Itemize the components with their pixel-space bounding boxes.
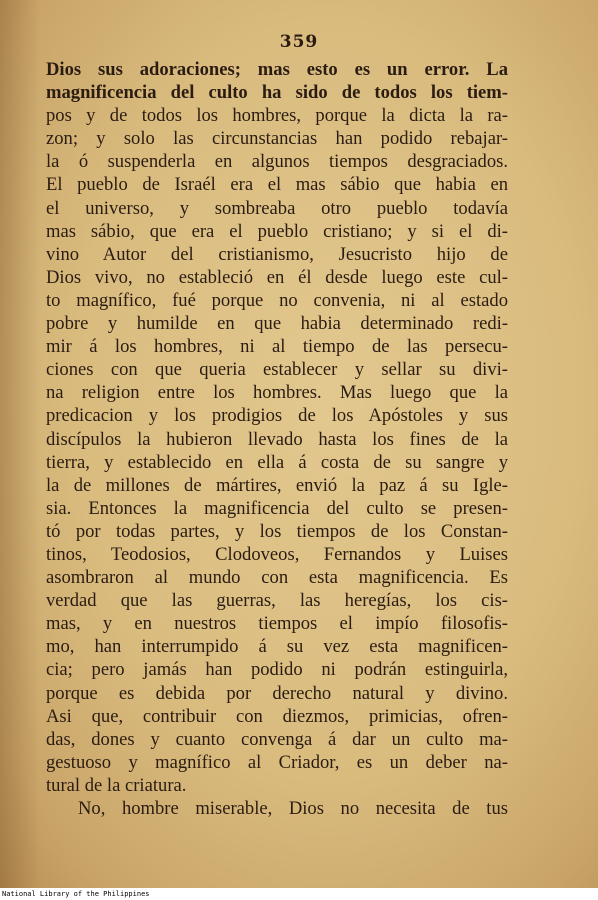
text-line: tierra, y establecido en ella á costa de su sangre y bbox=[46, 451, 508, 473]
text-line: gestuoso y magnífico al Criador, es un deber na- bbox=[46, 751, 508, 773]
text-line: pos y de todos los hombres, porque la dicta la ra- bbox=[46, 105, 508, 127]
text-line: discípulos la hubieron llevado hasta los fines de la bbox=[46, 428, 508, 450]
text-line: mas, y en nuestros tiempos el impío filosofis- bbox=[46, 613, 508, 635]
text-line: tinos, Teodosios, Clodoveos, Fernandos y Luises bbox=[46, 543, 508, 565]
body-text bbox=[46, 58, 508, 820]
text-line: na religion entre los hombres. Mas luego que la bbox=[46, 382, 508, 404]
text-line: el universo, y sombreaba otro pueblo todavía bbox=[46, 197, 508, 219]
text-line: la ó suspenderla en algunos tiempos desgraciados. bbox=[46, 151, 508, 173]
text-line: la de millones de mártires, envió la paz á su Igle- bbox=[46, 474, 508, 496]
text-line: mas sábio, que era el pueblo cristiano; y si el di- bbox=[46, 220, 508, 242]
text-line: magnificencia del culto ha sido de todos los tiem- bbox=[46, 82, 508, 104]
text-line: to magnífico, fué porque no convenia, ni al estado bbox=[46, 289, 508, 311]
text-line: zon; y solo las circunstancias han podido rebajar- bbox=[46, 128, 508, 150]
text-line: tó por todas partes, y los tiempos de los Constan- bbox=[46, 520, 508, 542]
text-line: asombraron al mundo con esta magnificencia. Es bbox=[46, 567, 508, 589]
text-line: ciones con que queria establecer y sellar su divi- bbox=[46, 359, 508, 381]
text-line: das, dones y cuanto convenga á dar un culto ma- bbox=[46, 728, 508, 750]
text-line: vino Autor del cristianismo, Jesucristo hijo de bbox=[46, 243, 508, 265]
library-footer: National Library of the Philippines bbox=[2, 890, 150, 898]
text-line: porque es debida por derecho natural y divino. bbox=[46, 682, 508, 704]
text-line: El pueblo de Israél era el mas sábio que habia en bbox=[46, 174, 508, 196]
text-line: tural de la criatura. bbox=[46, 774, 187, 796]
text-line: verdad que las guerras, las heregías, los cis- bbox=[46, 590, 508, 612]
text-line: Dios vivo, no estableció en él desde luego este cul- bbox=[46, 266, 508, 288]
text-line: cia; pero jamás han podido ni podrán estinguirla, bbox=[46, 659, 508, 681]
text-line: sia. Entonces la magnificencia del culto se presen- bbox=[46, 497, 508, 519]
text-line: mo, han interrumpido á su vez esta magnificen- bbox=[46, 636, 508, 658]
page-number: 359 bbox=[279, 32, 319, 52]
text-line: Dios sus adoraciones; mas esto es un error. La bbox=[46, 59, 508, 80]
text-line: No, hombre miserable, Dios no necesita de tus bbox=[78, 798, 508, 819]
text-line: mir á los hombres, ni al tiempo de las persecu- bbox=[46, 336, 508, 358]
text-line: predicacion y los prodigios de los Apóstoles y sus bbox=[46, 405, 508, 427]
text-line: Asi que, contribuir con diezmos, primicias, ofren- bbox=[46, 705, 508, 727]
text-line: pobre y humilde en que habia determinado redi- bbox=[46, 313, 508, 335]
